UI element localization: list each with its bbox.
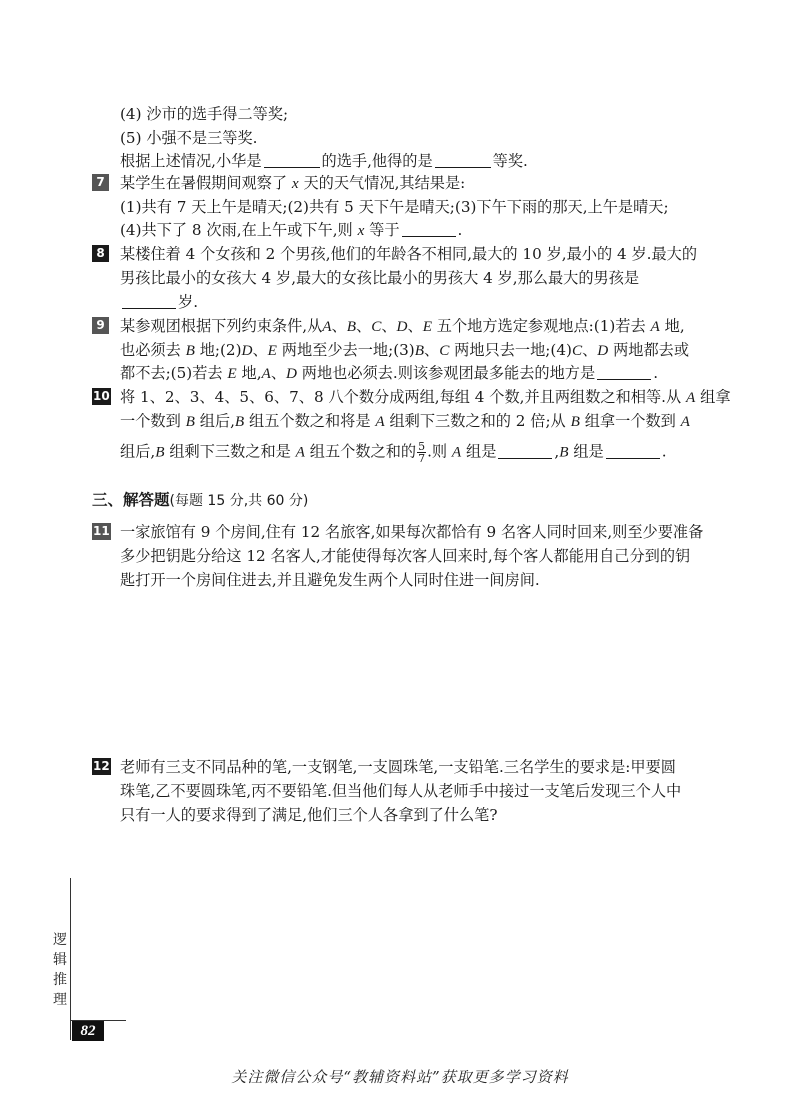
question-number: 10 bbox=[93, 389, 110, 403]
answer-blank[interactable] bbox=[597, 365, 651, 380]
q9-line-2: 也必须去 B 地;(2)D、E 两地至少去一地;(3)B、C 两地只去一地;(4)C、D 两地都去或 bbox=[120, 341, 689, 359]
side-label: 逻 辑 推 理 bbox=[53, 932, 67, 1008]
answer-blank[interactable] bbox=[122, 294, 176, 309]
q7-line-1: 某学生在暑假期间观察了 x 天的天气情况,其结果是: bbox=[120, 174, 466, 192]
answer-blank[interactable] bbox=[402, 222, 456, 237]
q7-line-3: (4)共下了 8 次雨,在上午或下午,则 x 等于 . bbox=[120, 221, 463, 239]
answer-blank[interactable] bbox=[606, 444, 660, 459]
answer-blank[interactable] bbox=[435, 153, 491, 168]
q12-line-1: 老师有三支不同品种的笔,一支钢笔,一支圆珠笔,一支铅笔.三名学生的要求是:甲要圆 bbox=[120, 758, 676, 776]
footer-note: 关注微信公众号“教辅资料站”获取更多学习资料 bbox=[231, 1068, 569, 1086]
q8-line-1: 某楼住着 4 个女孩和 2 个男孩,他们的年龄各不相同,最大的 10 岁,最小的 4 岁.最大的 bbox=[120, 245, 698, 263]
q9-line-3: 都不去;(5)若去 E 地,A、D 两地也必须去.则该参观团最多能去的地方是 . bbox=[120, 364, 659, 382]
conclusion-line: 根据上述情况,小华是 的选手,他得的是 等奖. bbox=[120, 152, 528, 170]
answer-blank[interactable] bbox=[498, 444, 552, 459]
q12-line-2: 珠笔,乙不要圆珠笔,丙不要铅笔.但当他们每人从老师手中接过一支笔后发现三个人中 bbox=[120, 782, 682, 800]
q12-line-3: 只有一人的要求得到了满足,他们三个人各拿到了什么笔? bbox=[120, 806, 498, 824]
q7-line-2: (1)共有 7 天上午是晴天;(2)共有 5 天下午是晴天;(3)下午下雨的那天,上午是晴天; bbox=[120, 198, 669, 216]
q8-line-3: 岁. bbox=[120, 292, 198, 312]
q10-line-2: 一个数到 B 组后,B 组五个数之和将是 A 组剩下三数之和的 2 倍;从 B 组拿一个数到 A bbox=[120, 412, 690, 430]
item-4: (4) 沙市的选手得二等奖; bbox=[120, 105, 289, 123]
fraction: $\frac{5}{7}$ bbox=[418, 440, 426, 465]
question-number: 7 bbox=[92, 174, 109, 191]
q8-line-2: 男孩比最小的女孩大 4 岁,最大的女孩比最小的男孩大 4 岁,那么最大的男孩是 bbox=[120, 269, 640, 287]
margin-rule bbox=[70, 878, 71, 1040]
q10-line-3: 组后,B 组剩下三数之和是 A 组五个数之和的 $\frac{5}{7}$ .则 A 组是 ,B 组是 . bbox=[120, 440, 667, 465]
question-number: 8 bbox=[92, 245, 109, 262]
page-number: 82 bbox=[72, 1021, 104, 1041]
q11-line-3: 匙打开一个房间住进去,并且避免发生两个人同时住进一间房间. bbox=[120, 571, 540, 589]
item-5: (5) 小强不是三等奖. bbox=[120, 129, 258, 147]
q11-line-1: 一家旅馆有 9 个房间,住有 12 名旅客,如果每次都恰有 9 名客人同时回来,则至少要准备 bbox=[120, 523, 704, 541]
q9-line-1: 某参观团根据下列约束条件,从A、B、C、D、E 五个地方选定参观地点:(1)若去 A 地, bbox=[120, 317, 685, 335]
answer-blank[interactable] bbox=[264, 153, 320, 168]
question-number: 9 bbox=[92, 317, 109, 334]
q11-line-2: 多少把钥匙分给这 12 名客人,才能使得每次客人回来时,每个客人都能用自己分到的钥 bbox=[120, 547, 691, 565]
section-heading: 三、解答题(每题 15 分,共 60 分) bbox=[92, 491, 309, 509]
question-number: 11 bbox=[93, 524, 110, 538]
q10-line-1: 将 1、2、3、4、5、6、7、8 八个数分成两组,每组 4 个数,并且两组数之和相等.从 A 组拿 bbox=[120, 388, 731, 406]
question-number: 12 bbox=[93, 759, 110, 773]
